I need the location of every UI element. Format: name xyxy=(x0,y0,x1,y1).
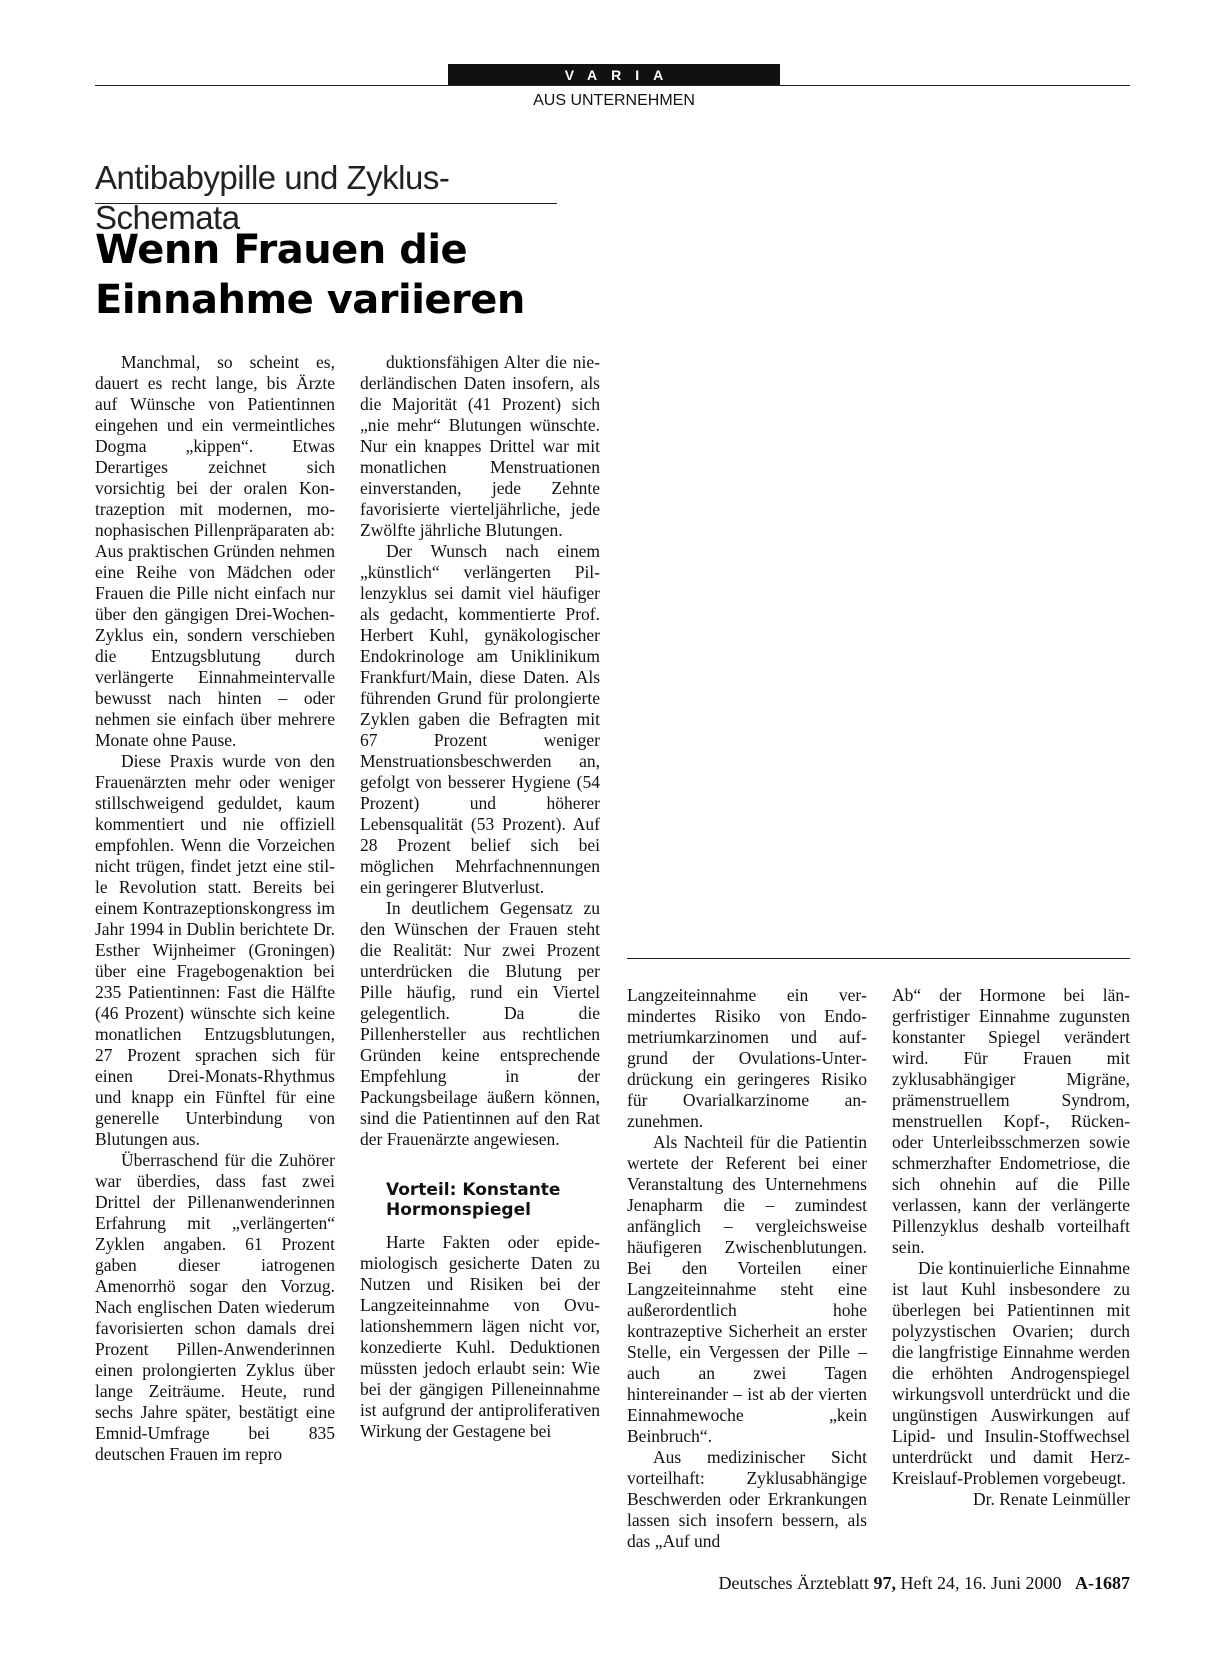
section-label: VARIA xyxy=(448,64,780,86)
col4-paragraph-1: Ab“ der Hormone bei längerfristiger Einnahme zugunsten konstanter Spiegel verändert wird. Für Frauen mit zyklusabhängiger Migräne, prämenstruellem Syndrom, menstruellen Kopf-, Rücken- oder Unterleibsschmerzen sowie schmerzhafter Endometriose, die sich ohnehin auf die Pille verlassen, kann der verlängerte Pillenzyklus deshalb vorteilhaft sein. xyxy=(892,985,1130,1257)
footer-issue: Heft 24, 16. Juni 2000 xyxy=(900,1573,1062,1593)
column-4 xyxy=(892,985,1130,1545)
col2-paragraph-3: In deutlichem Gegensatz zu den Wünschen der Frauen steht die Realität: Nur zwei Prozent unterdrücken die Blutung per Pille häufig, rund ein Viertel gelegentlich. Da die Pillenhersteller aus rechtlichen Gründen keine entsprechende Empfehlung in der Packungsbeilage äußern können, sind die Patientinnen auf den Rat der Frauenärzte angewiesen. xyxy=(360,898,600,1149)
subheading-line-2: Hormonspiegel xyxy=(386,1200,531,1220)
col1-paragraph-2: Diese Praxis wurde von den Frauenärzten mehr oder weniger stillschweigend geduldet, kaum kommentiert und nie offiziell empfohlen. Wenn die Vorzeichen nicht trügen, findet jetzt eine stille Revolution statt. Bereits bei einem Kontrazeptionskongress im Jahr 1994 in Dublin berichtete Dr. Esther Wijnheimer (Groningen) über eine Fragebogenaktion bei 235 Patientinnen: Fast die Hälfte (46 Prozent) wünschte sich keine monatlichen Entzugsblutungen, 27 Prozent sprachen sich für einen Drei-Monats-Rhythmus und knapp ein Fünftel für eine generelle Unterbindung von Blutungen aus. xyxy=(95,751,335,1149)
article-kicker: Antibabypille und Zyklus-Schemata xyxy=(95,159,450,236)
headline-line-2: Einnahme variieren xyxy=(95,277,525,323)
subheading-line-1: Vorteil: Konstante xyxy=(386,1180,561,1200)
col3-paragraph-3: Aus medizinischer Sicht vorteilhaft: Zyklusabhängige Beschwerden oder Erkrankungen lassen sich insofern bessern, als das „Auf und xyxy=(627,1447,867,1551)
subsection-label: AUS UNTERNEHMEN xyxy=(533,92,695,109)
col1-paragraph-3: Überraschend für die Zuhörer war überdies, dass fast zwei Drittel der Pillenanwenderinnen Erfahrung mit „verlängerten“ Zyklen angaben. 61 Prozent gaben dieser iatrogenen Amenorrhö sogar den Vorzug. Nach englischen Daten wiederum favorisierten schon damals drei Prozent Pillen-Anwenderinnen einen prolongierten Zyklus über lange Zeiträume. Heute, rund sechs Jahre später, bestätigt eine Emnid-Umfrage bei 835 deutschen Frauen im repro xyxy=(95,1150,335,1464)
page-footer xyxy=(719,1572,1130,1594)
column-divider-rule xyxy=(627,958,1130,959)
author-signature: Dr. Renate Leinmüller xyxy=(973,1489,1130,1509)
col2-paragraph-1: duktionsfähigen Alter die niederländischen Daten insofern, als die Majorität (41 Prozent) sich „nie mehr“ Blutungen wünschte. Nur ein knappes Drittel war mit monatlichen Menstruationen einverstanden, jede Zehnte favorisierte vierteljährliche, jede Zwölfte jährliche Blutungen. xyxy=(360,352,600,540)
column-2 xyxy=(360,352,600,1542)
kicker-rule xyxy=(95,203,557,204)
column-3 xyxy=(627,985,867,1551)
header-rule xyxy=(95,85,1130,86)
col3-paragraph-1: Langzeiteinnahme ein vermindertes Risiko von Endometriumkarzinomen und aufgrund der Ovulations-Unterdrückung ein geringeres Risiko für Ovarialkarzinome anzunehmen. xyxy=(627,985,867,1131)
footer-page-number: A-1687 xyxy=(1075,1573,1130,1593)
col2-paragraph-2: Der Wunsch nach einem „künstlich“ verlängerten Pillenzyklus sei damit viel häufiger als gedacht, kommentierte Prof. Herbert Kuhl, gynäkologischer Endokrinologe am Uniklinikum Frankfurt/Main, diese Daten. Als führenden Grund für prolongierte Zyklen gaben die Befragten mit 67 Prozent weniger Menstruationsbeschwerden an, gefolgt von besserer Hygiene (54 Prozent) und höherer Lebensqualität (53 Prozent). Auf 28 Prozent belief sich bei möglichen Mehrfachnennungen ein geringerer Blutverlust. xyxy=(360,541,600,897)
col2-paragraph-4: Harte Fakten oder epidemiologisch gesicherte Daten zu Nutzen und Risiken bei der Langzeiteinnahme von Ovulationshemmern lägen nicht vor, konzedierte Kuhl. Deduktionen müssten jedoch erlaubt sein: Wie bei der gängigen Pilleneinnahme ist aufgrund der antiproliferativen Wirkung der Gestagene bei xyxy=(360,1232,600,1441)
col1-paragraph-1: Manchmal, so scheint es, dauert es recht lange, bis Ärzte auf Wünsche von Patientinnen eingehen und ein vermeintliches Dogma „kippen“. Etwas Derartiges zeichnet sich vorsichtig bei der oralen Kontrazeption mit modernen, monophasischen Pillenpräparaten ab: Aus praktischen Gründen nehmen eine Reihe von Mädchen oder Frauen die Pille nicht einfach nur über den gängigen Drei-Wochen-Zyklus ein, sondern verschieben die Entzugsblutung durch verlängerte Einnahmeintervalle bewusst nach hinten – oder nehmen sie einfach über mehrere Monate ohne Pause. xyxy=(95,352,335,750)
col4-paragraph-2: Die kontinuierliche Einnahme ist laut Kuhl insbesondere zu überlegen bei Patientinnen mit polyzystischen Ovarien; durch die langfristige Einnahme werden die erhöhten Androgenspiegel wirkungsvoll unterdrückt und die ungünstigen Auswirkungen auf Lipid- und Insulin-Stoffwechsel unterdrückt und damit Herz-Kreislauf-Problemen vorgebeugt. xyxy=(892,1258,1130,1488)
column-1 xyxy=(95,352,335,1542)
col3-paragraph-2: Als Nachteil für die Patientin wertete der Referent bei einer Veranstaltung des Unternehmens Jenapharm die – zumindest anfänglich – vergleichsweise häufigeren Zwischenblutungen. Bei den Vorteilen einer Langzeiteinnahme steht eine außerordentlich hohe kontrazeptive Sicherheit an erster Stelle, ein Vergessen der Pille – auch an zwei Tagen hintereinander – ist ab der vierten Einnahmewoche „kein Beinbruch“. xyxy=(627,1132,867,1446)
headline-line-1: Wenn Frauen die xyxy=(95,227,468,273)
footer-volume: 97, xyxy=(873,1573,896,1593)
section-subheading xyxy=(386,1180,600,1220)
article-headline xyxy=(95,225,615,325)
footer-journal: Deutsches Ärzteblatt xyxy=(718,1573,869,1593)
